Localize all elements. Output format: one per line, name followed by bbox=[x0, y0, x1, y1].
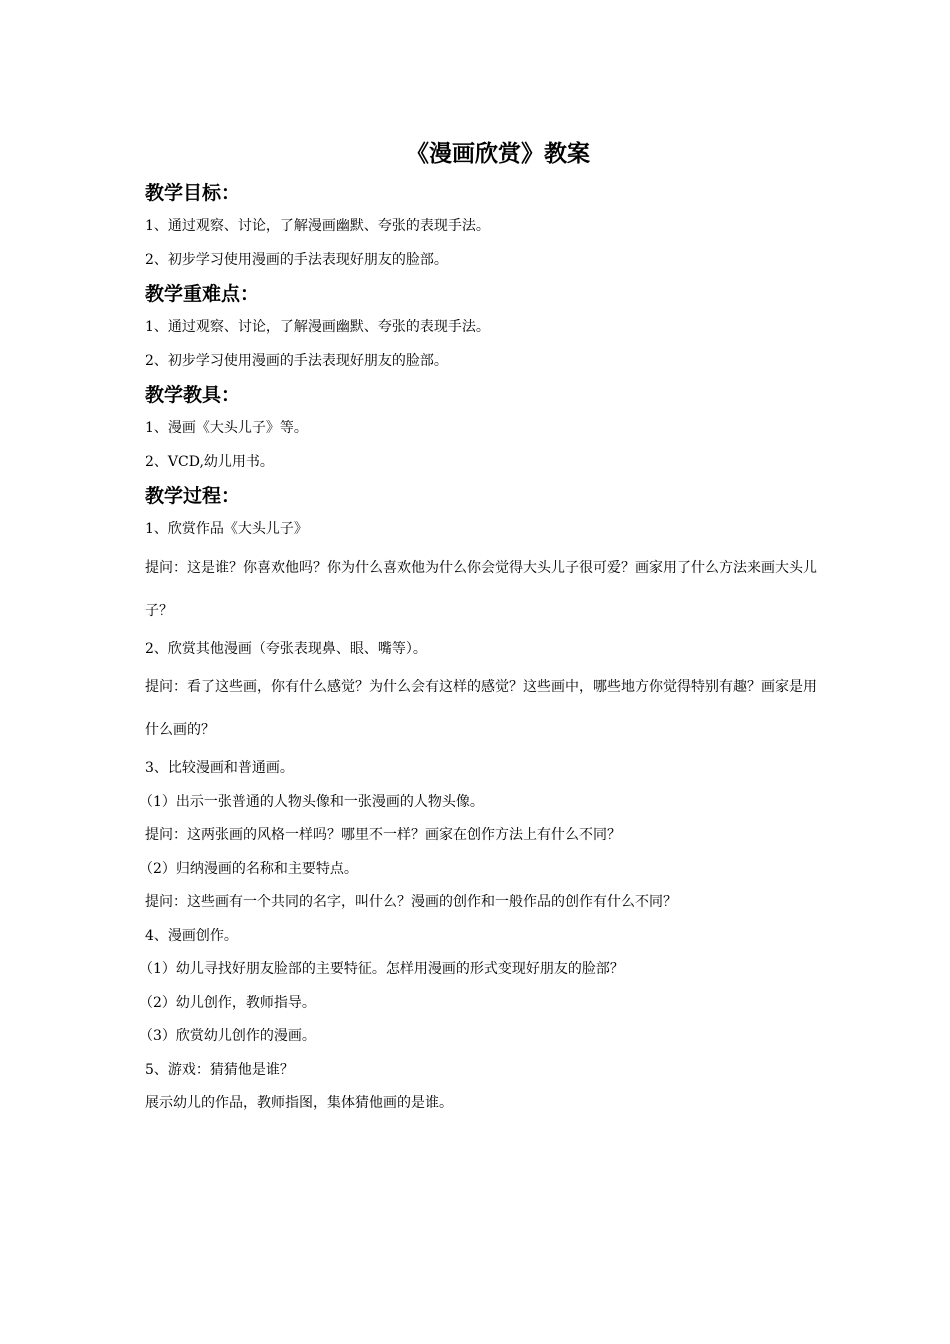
process-question: 提问：这些画有一个共同的名字，叫什么？漫画的创作和一般作品的创作有什么不同？ bbox=[145, 894, 677, 910]
key-points-heading: 教学重难点： bbox=[145, 283, 260, 305]
process-line: 展示幼儿的作品，教师指图，集体猜他画的是谁。 bbox=[145, 1095, 453, 1111]
key-points-section bbox=[145, 277, 825, 378]
process-subitem: （2）归纳漫画的名称和主要特点。 bbox=[139, 860, 358, 877]
materials-item: 1、漫画《大头儿子》等。 bbox=[145, 420, 308, 436]
process-line: 1、欣赏作品《大头儿子》 bbox=[145, 521, 308, 537]
objectives-section bbox=[145, 176, 825, 277]
document-page bbox=[139, 126, 825, 1121]
objectives-item: 2、初步学习使用漫画的手法表现好朋友的脸部。 bbox=[145, 251, 448, 268]
process-subitem: （2）幼儿创作，教师指导。 bbox=[139, 994, 316, 1011]
key-points-item: 2、初步学习使用漫画的手法表现好朋友的脸部。 bbox=[145, 352, 448, 369]
materials-item: 2、VCD,幼儿用书。 bbox=[145, 453, 274, 470]
process-subitem: （1）幼儿寻找好朋友脸部的主要特征。怎样用漫画的形式变现好朋友的脸部？ bbox=[139, 961, 624, 977]
process-question: 提问：这两张画的风格一样吗？哪里不一样？画家在创作方法上有什么不同？ bbox=[145, 827, 621, 843]
process-question: 提问：这是谁？你喜欢他吗？你为什么喜欢他为什么你会觉得大头儿子很可爱？画家用了什么方法来画大头儿子？ bbox=[145, 559, 817, 619]
process-section bbox=[139, 479, 825, 1121]
document-title: 《漫画欣赏》教案 bbox=[406, 141, 590, 167]
objectives-item: 1、通过观察、讨论，了解漫画幽默、夸张的表现手法。 bbox=[145, 218, 490, 234]
process-question: 提问：看了这些画，你有什么感觉？为什么会有这样的感觉？这些画中，哪些地方你觉得特别有趣？画家是用什么画的？ bbox=[145, 679, 817, 738]
materials-section bbox=[145, 378, 825, 479]
process-line: 2、欣赏其他漫画（夸张表现鼻、眼、嘴等）。 bbox=[145, 640, 427, 657]
process-line: 5、游戏：猜猜他是谁？ bbox=[145, 1061, 294, 1078]
process-subitem: （3）欣赏幼儿创作的漫画。 bbox=[139, 1028, 316, 1044]
objectives-heading: 教学目标： bbox=[145, 182, 241, 204]
key-points-item: 1、通过观察、讨论，了解漫画幽默、夸张的表现手法。 bbox=[145, 319, 490, 335]
process-line: 4、漫画创作。 bbox=[145, 927, 238, 944]
process-heading: 教学过程： bbox=[145, 485, 241, 507]
materials-heading: 教学教具： bbox=[145, 384, 241, 406]
process-line: 3、比较漫画和普通画。 bbox=[145, 760, 294, 776]
process-subitem: （1）出示一张普通的人物头像和一张漫画的人物头像。 bbox=[139, 793, 484, 810]
